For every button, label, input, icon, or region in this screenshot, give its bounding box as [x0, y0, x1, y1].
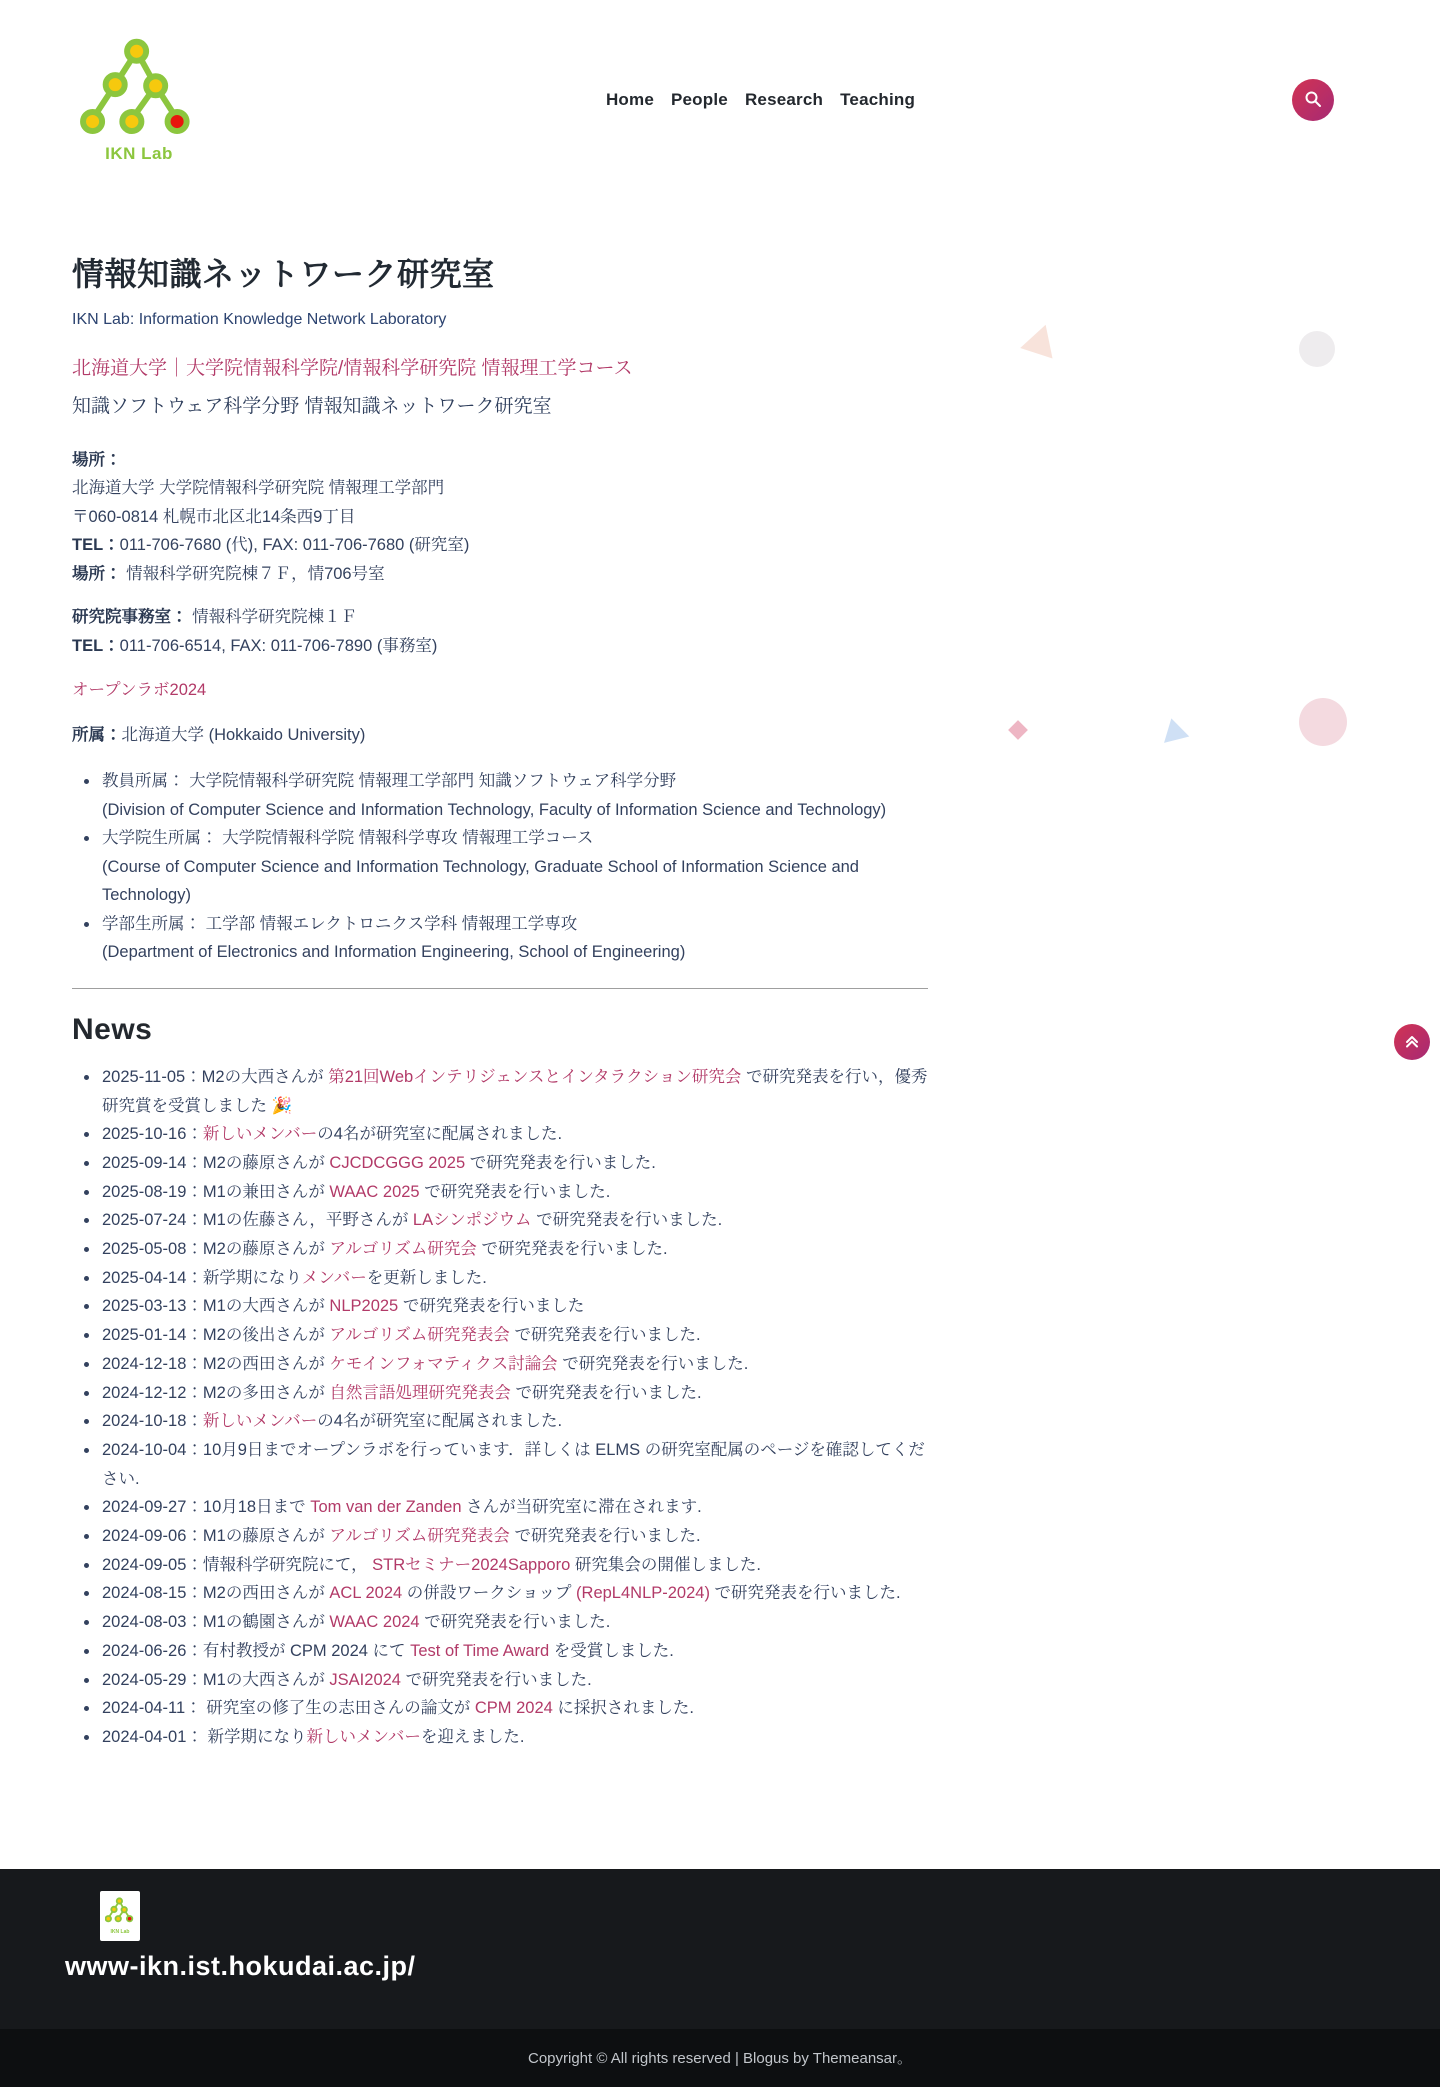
news-list [80, 1063, 936, 1752]
news-item [100, 1637, 936, 1666]
affiliation-jp: 学部生所属： 工学部 情報エレクトロニクス学科 情報理工学専攻 [102, 914, 578, 933]
news-text: を更新しました. [366, 1268, 487, 1287]
main-nav [229, 90, 1292, 110]
division-line: 知識ソフトウェア科学分野 情報知識ネットワーク研究室 [72, 395, 552, 417]
decor-triangle-blue [1159, 715, 1190, 743]
news-text: で研究発表を行いました [398, 1297, 585, 1316]
belong-label: 所属： [72, 725, 122, 744]
affiliation-item-grad [100, 824, 930, 910]
office-label: 研究院事務室： [72, 608, 188, 627]
news-text: 2025-10-16： [102, 1125, 203, 1144]
scroll-to-top-button[interactable] [1394, 1024, 1430, 1060]
news-text: 2025-03-13：M1の大西さんが [102, 1297, 330, 1316]
university-affiliation-link[interactable]: 北海道大学｜大学院情報科学院/情報科学研究院 情報理工学コース [72, 357, 633, 379]
news-text: で研究発表を行いました. [709, 1584, 901, 1603]
news-text: の4名が研究室に配属されました. [317, 1412, 563, 1431]
decor-triangle-peach [1020, 319, 1062, 358]
footer-site-url[interactable]: www-ikn.ist.hokudai.ac.jp/ [65, 1950, 416, 1981]
address-line-2: 〒060-0814 札幌市北区北14条西9丁目 [72, 507, 356, 526]
news-text: で研究発表を行いました. [419, 1182, 611, 1201]
nav-teaching[interactable]: Teaching [840, 90, 916, 109]
news-item [100, 1493, 936, 1522]
footer-copyright-bar [0, 2029, 1440, 2087]
news-link[interactable]: (RepL4NLP-2024) [576, 1584, 710, 1603]
news-text: で研究発表を行いました. [419, 1613, 611, 1632]
news-text: を受賞しました. [549, 1641, 674, 1660]
news-item [100, 1379, 936, 1408]
news-text: 2024-12-18：M2の西田さんが [102, 1354, 330, 1373]
affiliation-en: (Course of Computer Science and Information Technology, Graduate School of Information Science and Technology) [102, 857, 859, 905]
news-text: 2025-07-24：M1の佐藤さん，平野さんが [102, 1211, 413, 1230]
news-item [100, 1694, 936, 1723]
tel2-label: TEL： [72, 636, 120, 655]
ikn-tree-logo-icon [105, 1896, 135, 1929]
news-text: さんが当研究室に滞在されます. [461, 1498, 702, 1517]
news-text: で研究発表を行いました. [476, 1240, 668, 1259]
site-footer [0, 1869, 1440, 2087]
news-text: で研究発表を行いました. [465, 1153, 656, 1172]
news-item [100, 1407, 936, 1436]
affiliation-line [72, 353, 930, 380]
news-text: 2025-09-14：M2の藤原さんが [102, 1153, 330, 1172]
news-link[interactable]: STRセミナー2024Sapporo [372, 1555, 571, 1574]
news-text: に採択されました. [552, 1699, 694, 1718]
news-link[interactable]: CPM 2024 [474, 1699, 553, 1718]
news-text: 2024-09-06：M1の藤原さんが [102, 1527, 330, 1546]
news-item [100, 1723, 936, 1752]
ikn-tree-logo-icon [79, 37, 199, 142]
site-header [0, 0, 1440, 192]
tel-label: TEL： [72, 536, 120, 555]
decor-diamond-pink [1008, 720, 1028, 740]
office-block [72, 603, 930, 660]
nav-research[interactable]: Research [744, 90, 824, 109]
news-text: で研究発表を行いました. [400, 1670, 592, 1689]
section-divider [72, 988, 928, 989]
news-item [100, 1608, 936, 1637]
news-link[interactable]: ケモインフォマティクス討論会 [329, 1354, 558, 1373]
footer-top [0, 1869, 1440, 2029]
nav-people[interactable]: People [670, 90, 728, 109]
chevron-up-double-icon [1404, 1033, 1420, 1052]
news-item [100, 1264, 936, 1293]
decor-circle-grey [1299, 331, 1335, 367]
tel-value: 011-706-7680 (代), FAX: 011-706-7680 (研究室) [119, 536, 470, 555]
news-link[interactable]: CJCDCGGG 2025 [329, 1153, 466, 1172]
news-text: 2024-08-03：M1の鶴園さんが [102, 1613, 330, 1632]
page-subtitle: IKN Lab: Information Knowledge Network Laboratory [72, 310, 447, 328]
nav-home[interactable]: Home [605, 90, 654, 109]
news-text: 研究集会の開催しました. [570, 1555, 761, 1574]
logo-label: IKN Lab [105, 143, 173, 163]
news-item [100, 1551, 936, 1580]
news-link[interactable]: JSAI2024 [329, 1670, 401, 1689]
affiliation-jp: 大学院生所属： 大学院情報科学院 情報科学専攻 情報理工学コース [102, 829, 594, 848]
news-link[interactable]: 新しいメンバー [202, 1412, 318, 1431]
affiliation-item-undergrad [100, 910, 930, 967]
location-label: 場所： [72, 450, 122, 469]
news-link[interactable]: 第21回Webインテリジェンスとインタラクション研究会 [328, 1067, 742, 1086]
openlab-link[interactable]: オープンラボ2024 [72, 681, 207, 700]
news-link[interactable]: Tom van der Zanden [310, 1498, 462, 1517]
news-link[interactable]: WAAC 2025 [329, 1182, 420, 1201]
address-block [72, 446, 930, 589]
news-heading: News [72, 1012, 153, 1046]
news-link[interactable]: 新しいメンバー [306, 1727, 421, 1746]
news-text: 2025-01-14：M2の後出さんが [102, 1326, 330, 1345]
news-item [100, 1522, 936, 1551]
news-link[interactable]: メンバー [301, 1268, 367, 1287]
news-text: の併設ワークショップ [402, 1584, 577, 1603]
news-text: で研究発表を行いました. [531, 1211, 723, 1230]
room-label: 場所： [72, 564, 122, 583]
news-text: 2025-11-05：M2の大西さんが [102, 1067, 329, 1086]
news-link[interactable]: アルゴリズム研究発表会 [329, 1326, 510, 1345]
office-value: 情報科学研究院棟１Ｆ [187, 608, 358, 627]
news-link[interactable]: LAシンポジウム [412, 1211, 532, 1230]
affiliation-jp: 教員所属： 大学院情報科学研究院 情報理工学部門 知識ソフトウェア科学分野 [102, 772, 677, 791]
room-value: 情報科学研究院棟７Ｆ，情706号室 [121, 564, 385, 583]
news-link[interactable]: アルゴリズム研究発表会 [329, 1527, 510, 1546]
news-text: 2024-06-26：有村教授が CPM 2024 にて [102, 1641, 411, 1660]
news-link[interactable]: アルゴリズム研究会 [329, 1240, 477, 1259]
news-item [100, 1149, 936, 1178]
decor-circle-pink [1299, 698, 1347, 746]
news-text: で研究発表を行いました. [509, 1326, 701, 1345]
news-item [100, 1178, 936, 1207]
news-item [100, 1235, 936, 1264]
main-content [0, 192, 930, 1752]
news-item [100, 1350, 936, 1379]
news-link[interactable]: WAAC 2024 [329, 1613, 420, 1632]
news-text: 2024-09-27：10月18日まで [102, 1498, 311, 1517]
news-text: で研究発表を行い，優秀研究賞を受賞しました 🎉 [102, 1067, 928, 1115]
news-link[interactable]: 自然言語処理研究発表会 [329, 1383, 511, 1402]
affiliation-list [80, 767, 930, 967]
news-text: で研究発表を行いました. [557, 1354, 749, 1373]
belong-line [72, 721, 930, 750]
address-line-1: 北海道大学 大学院情報科学研究院 情報理工学部門 [72, 479, 445, 498]
news-text: 2025-08-19：M1の兼田さんが [102, 1182, 330, 1201]
news-text: 2024-05-29：M1の大西さんが [102, 1670, 330, 1689]
news-text: 2024-04-11： 研究室の修了生の志田さんの論文が [102, 1699, 475, 1718]
affiliation-item-faculty [100, 767, 930, 824]
page-title: 情報知識ネットワーク研究室 [72, 256, 495, 292]
news-text: の4名が研究室に配属されました. [317, 1125, 563, 1144]
news-item [100, 1206, 936, 1235]
news-text: 2024-12-12：M2の多田さんが [102, 1383, 330, 1402]
belong-value: 北海道大学 (Hokkaido University) [121, 725, 366, 744]
news-item [100, 1436, 936, 1493]
news-text: 2025-04-14：新学期になり [102, 1268, 302, 1287]
news-text: 2024-08-15：M2の西田さんが [102, 1584, 330, 1603]
news-item [100, 1579, 936, 1608]
news-link[interactable]: NLP2025 [329, 1297, 399, 1316]
news-link[interactable]: ACL 2024 [329, 1584, 403, 1603]
search-icon [1304, 90, 1322, 111]
affiliation-en: (Division of Computer Science and Information Technology, Faculty of Information Science and Technology) [102, 800, 887, 819]
news-item [100, 1666, 936, 1695]
footer-logo[interactable] [100, 1891, 140, 1941]
tel2-value: 011-706-6514, FAX: 011-706-7890 (事務室) [119, 636, 438, 655]
site-logo[interactable] [79, 37, 199, 164]
news-item [100, 1292, 936, 1321]
news-text: で研究発表を行いました. [510, 1383, 702, 1402]
news-item [100, 1063, 936, 1120]
search-button[interactable] [1292, 79, 1334, 121]
news-text: を迎えました. [420, 1727, 525, 1746]
news-text: 2024-10-18： [102, 1412, 203, 1431]
news-link[interactable]: Test of Time Award [410, 1641, 550, 1660]
news-item [100, 1120, 936, 1149]
affiliation-en: (Department of Electronics and Information Engineering, School of Engineering) [102, 943, 686, 962]
news-text: で研究発表を行いました. [509, 1527, 701, 1546]
news-text: 2024-04-01： 新学期になり [102, 1727, 307, 1746]
copyright-text: Copyright © All rights reserved | Blogus by Themeansar。 [527, 2050, 912, 2068]
news-text: 2024-09-05：情報科学研究院にて， [102, 1555, 373, 1574]
news-text: 2024-10-04：10月9日までオープンラボを行っています．詳しくは ELMS の研究室配属のページを確認してください. [102, 1440, 925, 1488]
openlab-line [72, 676, 930, 705]
footer-logo-label: IKN Lab [110, 1929, 130, 1936]
news-text: 2025-05-08：M2の藤原さんが [102, 1240, 330, 1259]
news-item [100, 1321, 936, 1350]
news-link[interactable]: 新しいメンバー [202, 1125, 318, 1144]
